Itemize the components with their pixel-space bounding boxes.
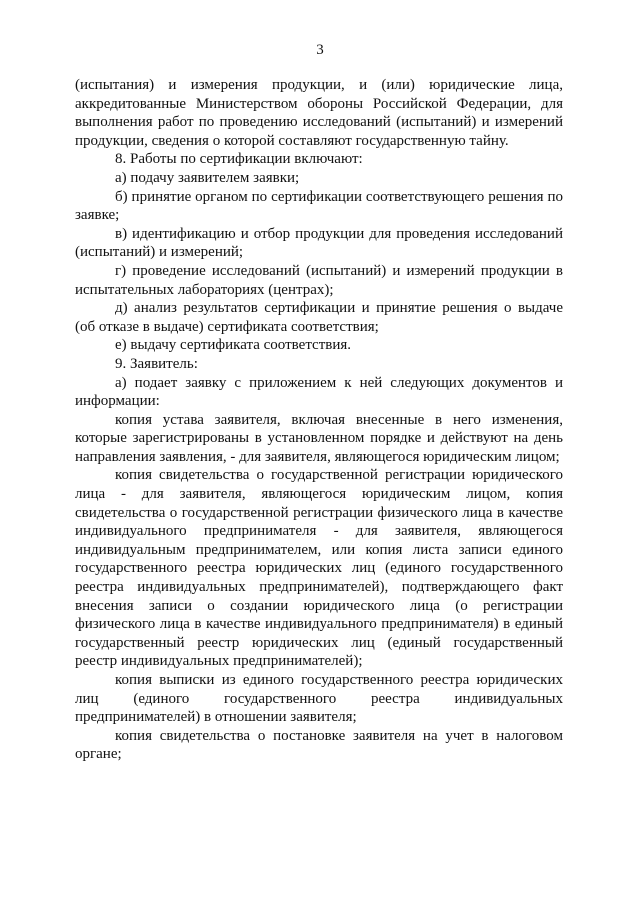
paragraph-item-8: 8. Работы по сертификации включают: <box>115 151 363 168</box>
page-number: 3 <box>316 42 324 58</box>
paragraph-item-8v: в) идентификацию и отбор продукции для проведения исследований (испытаний) и измерений; <box>75 225 563 261</box>
paragraph-registry-extract-copy: копия выписки из единого государственного реестра юридических лиц (единого государственного реестра индивидуальных предпринимателей) в отношении заявителя; <box>75 672 563 726</box>
paragraph-charter-copy: копия устава заявителя, включая внесенные в него изменения, которые зарегистрированы в установленном порядке и действуют на день направления заявления, - для заявителя, являющегося юридическим лицом; <box>75 411 563 465</box>
paragraph-item-8a: а) подачу заявителем заявки; <box>115 169 300 186</box>
paragraph-continuation: (испытания) и измерения продукции, и (или) юридические лица, аккредитованные Министерством обороны Российской Федерации, для выполнения работ по проведению исследований (испытаний) и измерений продукции, сведения о которой составляют государственную тайну. <box>75 77 563 149</box>
document-body <box>75 76 563 764</box>
paragraph-tax-registration-copy: копия свидетельства о постановке заявителя на учет в налоговом органе; <box>75 727 563 763</box>
paragraph-item-8g: г) проведение исследований (испытаний) и измерений продукции в испытательных лабораториях (центрах); <box>75 262 563 298</box>
paragraph-item-8b: б) принятие органом по сертификации соответствующего решения по заявке; <box>75 188 563 224</box>
paragraph-item-9: 9. Заявитель: <box>115 355 198 372</box>
paragraph-item-9a: а) подает заявку с приложением к ней следующих документов и информации: <box>75 374 563 410</box>
paragraph-item-8e: е) выдачу сертификата соответствия. <box>115 337 352 354</box>
paragraph-item-8d: д) анализ результатов сертификации и принятие решения о выдаче (об отказе в выдаче) сертификата соответствия; <box>75 300 563 335</box>
paragraph-registration-certificate-copy: копия свидетельства о государственной регистрации юридического лица - для заявителя, являющегося юридическим лицом, копия свидетельства о государственной регистрации физического лица в качестве индивидуального предпринимателя - для заявителя, являющегося индивидуальным предпринимателем, или копия листа записи единого государственного реестра юридических лиц (единого государственного реестра индивидуальных предпринимателей), подтверждающего факт внесения записи о создании юридического лица (о регистрации физического лица в качестве индивидуального предпринимателя) в единый государственный реестр юридических лиц (единый государственный реестр индивидуальных предпринимателей); <box>75 467 563 670</box>
